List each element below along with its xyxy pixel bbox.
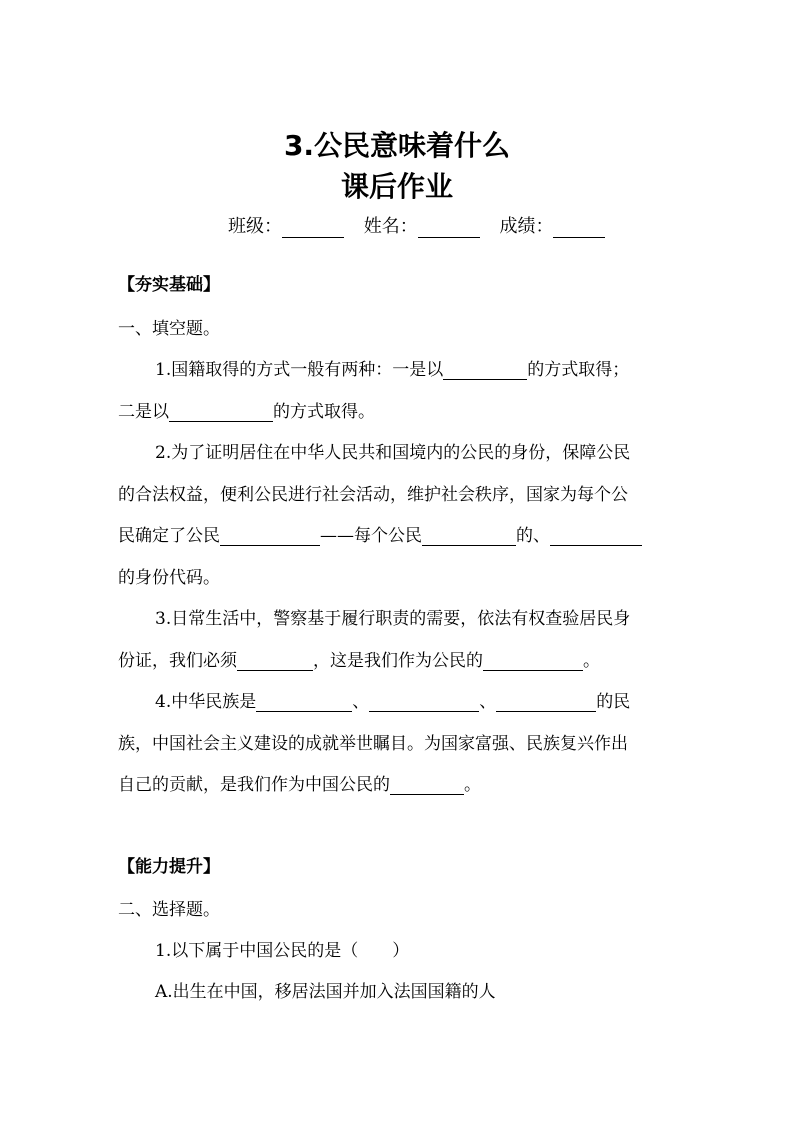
class-label: 班级：: [228, 216, 282, 237]
q3-line1: 3.日常生活中，警察基于履行职责的需要，依法有权查验居民身: [155, 609, 631, 629]
score-blank[interactable]: [553, 219, 605, 238]
q3-line2: 份证，我们必须 ，这是我们作为公民的 。: [118, 651, 600, 671]
q2-line3: 民确定了公民 ——每个公民 的、: [118, 521, 642, 546]
page-title: 3.公民意味着什么: [283, 129, 511, 162]
q1-line2: 二是以 的方式取得。: [118, 402, 375, 422]
choice-q1: 1.以下属于中国公民的是（ ）: [155, 941, 410, 961]
q2-blank-2[interactable]: [422, 527, 516, 546]
section-heading-basics: 【夯实基础】: [118, 275, 220, 295]
q2-blank-1[interactable]: [220, 527, 320, 546]
q4-blank-1[interactable]: [256, 693, 352, 712]
choice-q1-option-a[interactable]: A.出生在中国，移居法国并加入法国国籍的人: [155, 982, 496, 1002]
q3-blank-2[interactable]: [483, 652, 583, 671]
section-type-fill: 一、填空题。: [118, 319, 220, 339]
name-label: 姓名：: [363, 216, 418, 237]
q3-blank-1[interactable]: [237, 652, 313, 671]
q4-line2: 族，中国社会主义建设的成就举世瞩目。为国家富强、民族复兴作出: [118, 734, 628, 754]
q1-blank-2[interactable]: [169, 403, 273, 422]
q4-line1: 4.中华民族是 、 、 的民: [155, 692, 631, 712]
q2-blank-3[interactable]: [550, 527, 642, 546]
q2-line4: 的身份代码。: [118, 568, 220, 588]
q4-blank-4[interactable]: [390, 776, 464, 795]
section-type-choice: 二、选择题。: [118, 900, 220, 920]
score-label: 成绩：: [499, 216, 554, 237]
section-heading-ability: 【能力提升】: [118, 857, 220, 877]
name-blank[interactable]: [418, 219, 480, 238]
q4-line3: 自己的贡献，是我们作为中国公民的 。: [118, 775, 481, 795]
q1-blank-1[interactable]: [443, 361, 527, 380]
student-info-row: [228, 212, 605, 238]
q2-line1: 2.为了证明居住在中华人民共和国境内的公民的身份，保障公民: [155, 443, 631, 463]
q2-line2: 的合法权益，便利公民进行社会活动，维护社会秩序，国家为每个公: [118, 485, 628, 505]
page-subtitle: 课后作业: [340, 170, 453, 203]
q4-blank-2[interactable]: [369, 693, 479, 712]
q1-line1: 1.国籍取得的方式一般有两种：一是以 的方式取得；: [155, 360, 630, 380]
q4-blank-3[interactable]: [496, 693, 596, 712]
class-blank[interactable]: [282, 219, 344, 238]
